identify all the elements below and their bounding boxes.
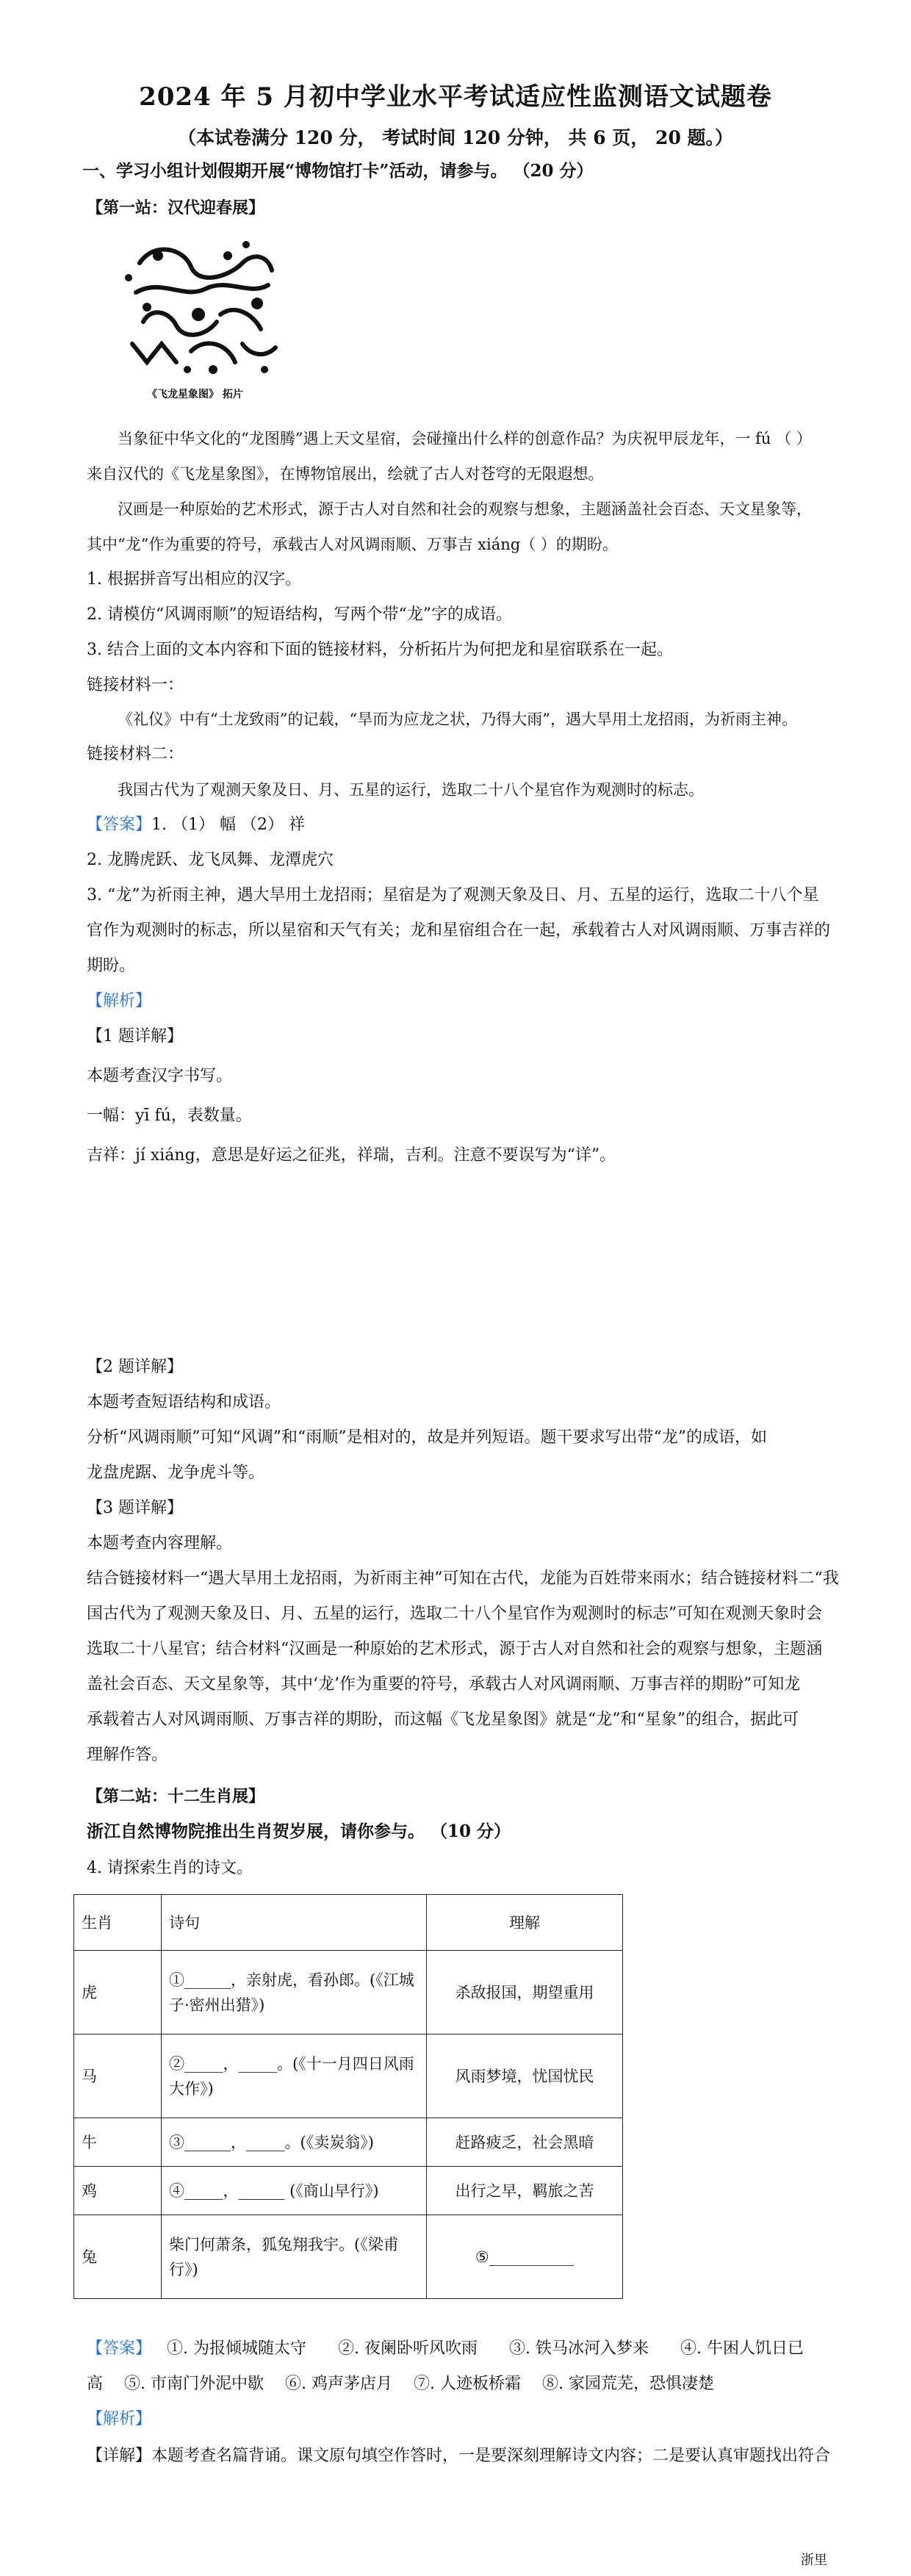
answer-4-item: ⑤. 市南门外泥中歇: [124, 2375, 264, 2393]
answer-4-row2: [87, 2372, 829, 2397]
meaning-cell: 杀敌报国，期望重用: [427, 1951, 623, 2034]
answer-4-item: ③. 铁马冰河入梦来: [509, 2339, 649, 2358]
zodiac-animal: 马: [74, 2034, 162, 2118]
table-header: 诗句: [162, 1895, 427, 1951]
zodiac-animal: 鸡: [74, 2167, 162, 2215]
answer-tag: 【答案】: [87, 2339, 152, 2358]
zodiac-animal: 牛: [74, 2118, 162, 2167]
detail-3-line6: 承载着古人对风调雨顺、万事吉祥的期盼，而这幅《飞龙星象图》就是“龙”和“星象”的组合，据此可: [87, 1710, 799, 1729]
section1-heading: 一、学习小组计划假期开展“博物馆打卡”活动，请参与。 （20 分）: [82, 161, 594, 181]
passage-para2-line1: 汉画是一种原始的艺术形式，源于古人对自然和社会的观察与想象，主题涵盖社会百态、天文星象等，: [118, 500, 812, 518]
page-title: 2024 年 5 月初中学业水平考试适应性监测语文试题卷: [139, 82, 772, 112]
verse-cell: ③______，_____。(《卖炭翁》): [162, 2118, 427, 2167]
passage-para2-line2: 其中“龙”作为重要的符号，承载古人对风调雨顺、万事吉 xiáng（ ）的期盼。: [87, 536, 618, 553]
analysis-2-tag: 【解析】: [87, 2410, 152, 2428]
table-header: 理解: [427, 1895, 623, 1951]
detail-2-line3: 龙盘虎踞、龙争虎斗等。: [87, 1464, 265, 1482]
meaning-cell: 赶路疲乏，社会黑暗: [427, 2118, 623, 2167]
station1-heading: 【第一站：汉代迎春展】: [87, 198, 265, 217]
answer-3-line2: 官作为观测时的标志，所以星宿和天气有关；龙和星宿组合在一起，承载着古人对风调雨顺、万事吉祥的: [87, 921, 831, 940]
analysis-tag: 【解析】: [87, 992, 152, 1010]
table-row: [74, 2118, 623, 2167]
detail-3-tag: 【3 题详解】: [87, 1499, 183, 1517]
meaning-cell: ⑤___________: [427, 2215, 623, 2299]
answer-4-item: ⑧. 家园荒芜，恐惧凄楚: [542, 2375, 715, 2393]
question-1: 1. 根据拼音写出相应的汉字。: [87, 570, 301, 589]
detail-2-tag: 【2 题详解】: [87, 1358, 183, 1376]
verse-cell: ②_____，_____。(《十一月四日风雨大作》): [162, 2034, 427, 2118]
link-material-1-label: 链接材料一：: [87, 676, 184, 694]
answer-4-row1: [87, 2336, 829, 2361]
answer-tag: 【答案】: [87, 816, 152, 834]
verse-cell: ①______，亲射虎，看孙郎。(《江城子·密州出猎》): [162, 1951, 427, 2034]
answer-4-item: 高: [87, 2375, 104, 2393]
detail-1-line1: 本题考查汉字书写。: [87, 1067, 233, 1085]
answer-row-1: [87, 813, 829, 838]
answer-3-line1: 3. “龙”为祈雨主神，遇大旱用土龙招雨；星宿是为了观测天象及日、月、五星的运行，选取二十八个星: [87, 886, 819, 904]
station2-heading: 【第二站：十二生肖展】: [87, 1787, 265, 1806]
detail-1-line3: 吉祥：jí xiáng，意思是好运之征兆，祥瑞，吉利。注意不要误写为“详”。: [87, 1146, 616, 1165]
zodiac-animal: 虎: [74, 1951, 162, 2034]
detail-1-line2: 一幅：yī fú，表数量。: [87, 1107, 252, 1125]
answer-4-item: ②. 夜阑卧听风吹雨: [338, 2339, 478, 2358]
link-material-2-label: 链接材料二：: [87, 745, 184, 763]
question-4: 4. 请探索生肖的诗文。: [87, 1859, 253, 1877]
question-3: 3. 结合上面的文本内容和下面的链接材料，分析拓片为何把龙和星宿联系在一起。: [87, 641, 673, 659]
detail-3-line5: 盖社会百态、天文星象等，其中‘龙’作为重要的符号，承载古人对风调雨顺、万事吉祥的期盼”可知龙: [87, 1675, 801, 1694]
table-row: [74, 2215, 623, 2299]
page-footer: 浙里: [801, 2552, 827, 2568]
detail-2-line1: 本题考查短语结构和成语。: [87, 1393, 281, 1411]
passage-para1-line2: 来自汉代的《飞龙星象图》，在博物馆展出，绘就了古人对苍穹的无限遐想。: [87, 465, 604, 483]
figure-caption: 《飞龙星象图》 拓片: [147, 389, 243, 400]
answer-4-item: ④. 牛困人饥日已: [680, 2339, 804, 2358]
answer-2-text: 2. 龙腾虎跃、龙飞凤舞、龙潭虎穴: [87, 851, 334, 869]
detail-3-line4: 选取二十八星官；结合材料“汉画是一种原始的艺术形式，源于古人对自然和社会的观察与想象，主题涵: [87, 1640, 823, 1658]
meaning-cell: 出行之早，羁旅之苦: [427, 2167, 623, 2215]
zodiac-animal: 兔: [74, 2215, 162, 2299]
answer-4-item: ⑦. 人迹板桥霜: [414, 2375, 522, 2393]
exam-subtitle: （本试卷满分 120 分， 考试时间 120 分钟， 共 6 页， 20 题。）: [177, 127, 734, 148]
dragon-rubbing-image: [118, 234, 287, 381]
table-header-row: [74, 1895, 623, 1951]
detail-3-line3: 国古代为了观测天象及日、月、五星的运行，选取二十八个星官作为观测时的标志”可知在观测天象时会: [87, 1605, 823, 1623]
link-material-2-text: 我国古代为了观测天象及日、月、五星的运行，选取二十八个星官作为观测时的标志。: [118, 781, 704, 799]
link-material-1-text: 《礼仪》中有“土龙致雨”的记载，“旱而为应龙之状，乃得大雨”，遇大旱用土龙招雨，为祈雨主神。: [118, 710, 797, 728]
table-row: [74, 1951, 623, 2034]
verse-cell: ④_____，______ (《商山早行》): [162, 2167, 427, 2215]
answer-4-item: ⑥. 鸡声茅店月: [285, 2375, 393, 2393]
detail-3-line1: 本题考查内容理解。: [87, 1534, 233, 1553]
table-row: [74, 2167, 623, 2215]
verse-cell: 柴门何萧条，狐兔翔我宇。(《梁甫行》): [162, 2215, 427, 2299]
detail-1-tag: 【1 题详解】: [87, 1027, 183, 1046]
detail-2-line2: 分析“风调雨顺”可知“风调”和“雨顺”是相对的，故是并列短语。题干要求写出带“龙”的成语，如: [87, 1428, 767, 1447]
question-2: 2. 请模仿“风调雨顺”的短语结构，写两个带“龙”字的成语。: [87, 605, 512, 624]
detail-3-line7: 理解作答。: [87, 1746, 168, 1764]
zodiac-poem-table: [73, 1894, 623, 2299]
table-row: [74, 2034, 623, 2118]
detail-3-line2: 结合链接材料一“遇大旱用土龙招雨，为祈雨主神”可知在古代，龙能为百姓带来雨水；结合链接材料二“我: [87, 1569, 839, 1588]
section2-heading: 浙江自然博物院推出生肖贺岁展，请你参与。 （10 分）: [87, 1821, 511, 1841]
detail-4-text: 【详解】本题考查名篇背诵。课文原句填空作答时，一是要深刻理解诗文内容；二是要认真审题找出符合: [87, 2447, 831, 2465]
answer-4-item: ①. 为报倾城随太守: [167, 2339, 307, 2358]
passage-para1-line1: 当象征中华文化的“龙图腾”遇上天文星宿，会碰撞出什么样的创意作品？为庆祝甲辰龙年，一 fú （ ）: [118, 430, 812, 447]
answer-1-text: 1. （1） 幅 （2） 祥: [151, 816, 305, 834]
table-header: 生肖: [74, 1895, 162, 1951]
answer-3-line3: 期盼。: [87, 957, 136, 975]
meaning-cell: 风雨梦境，忧国忧民: [427, 2034, 623, 2118]
